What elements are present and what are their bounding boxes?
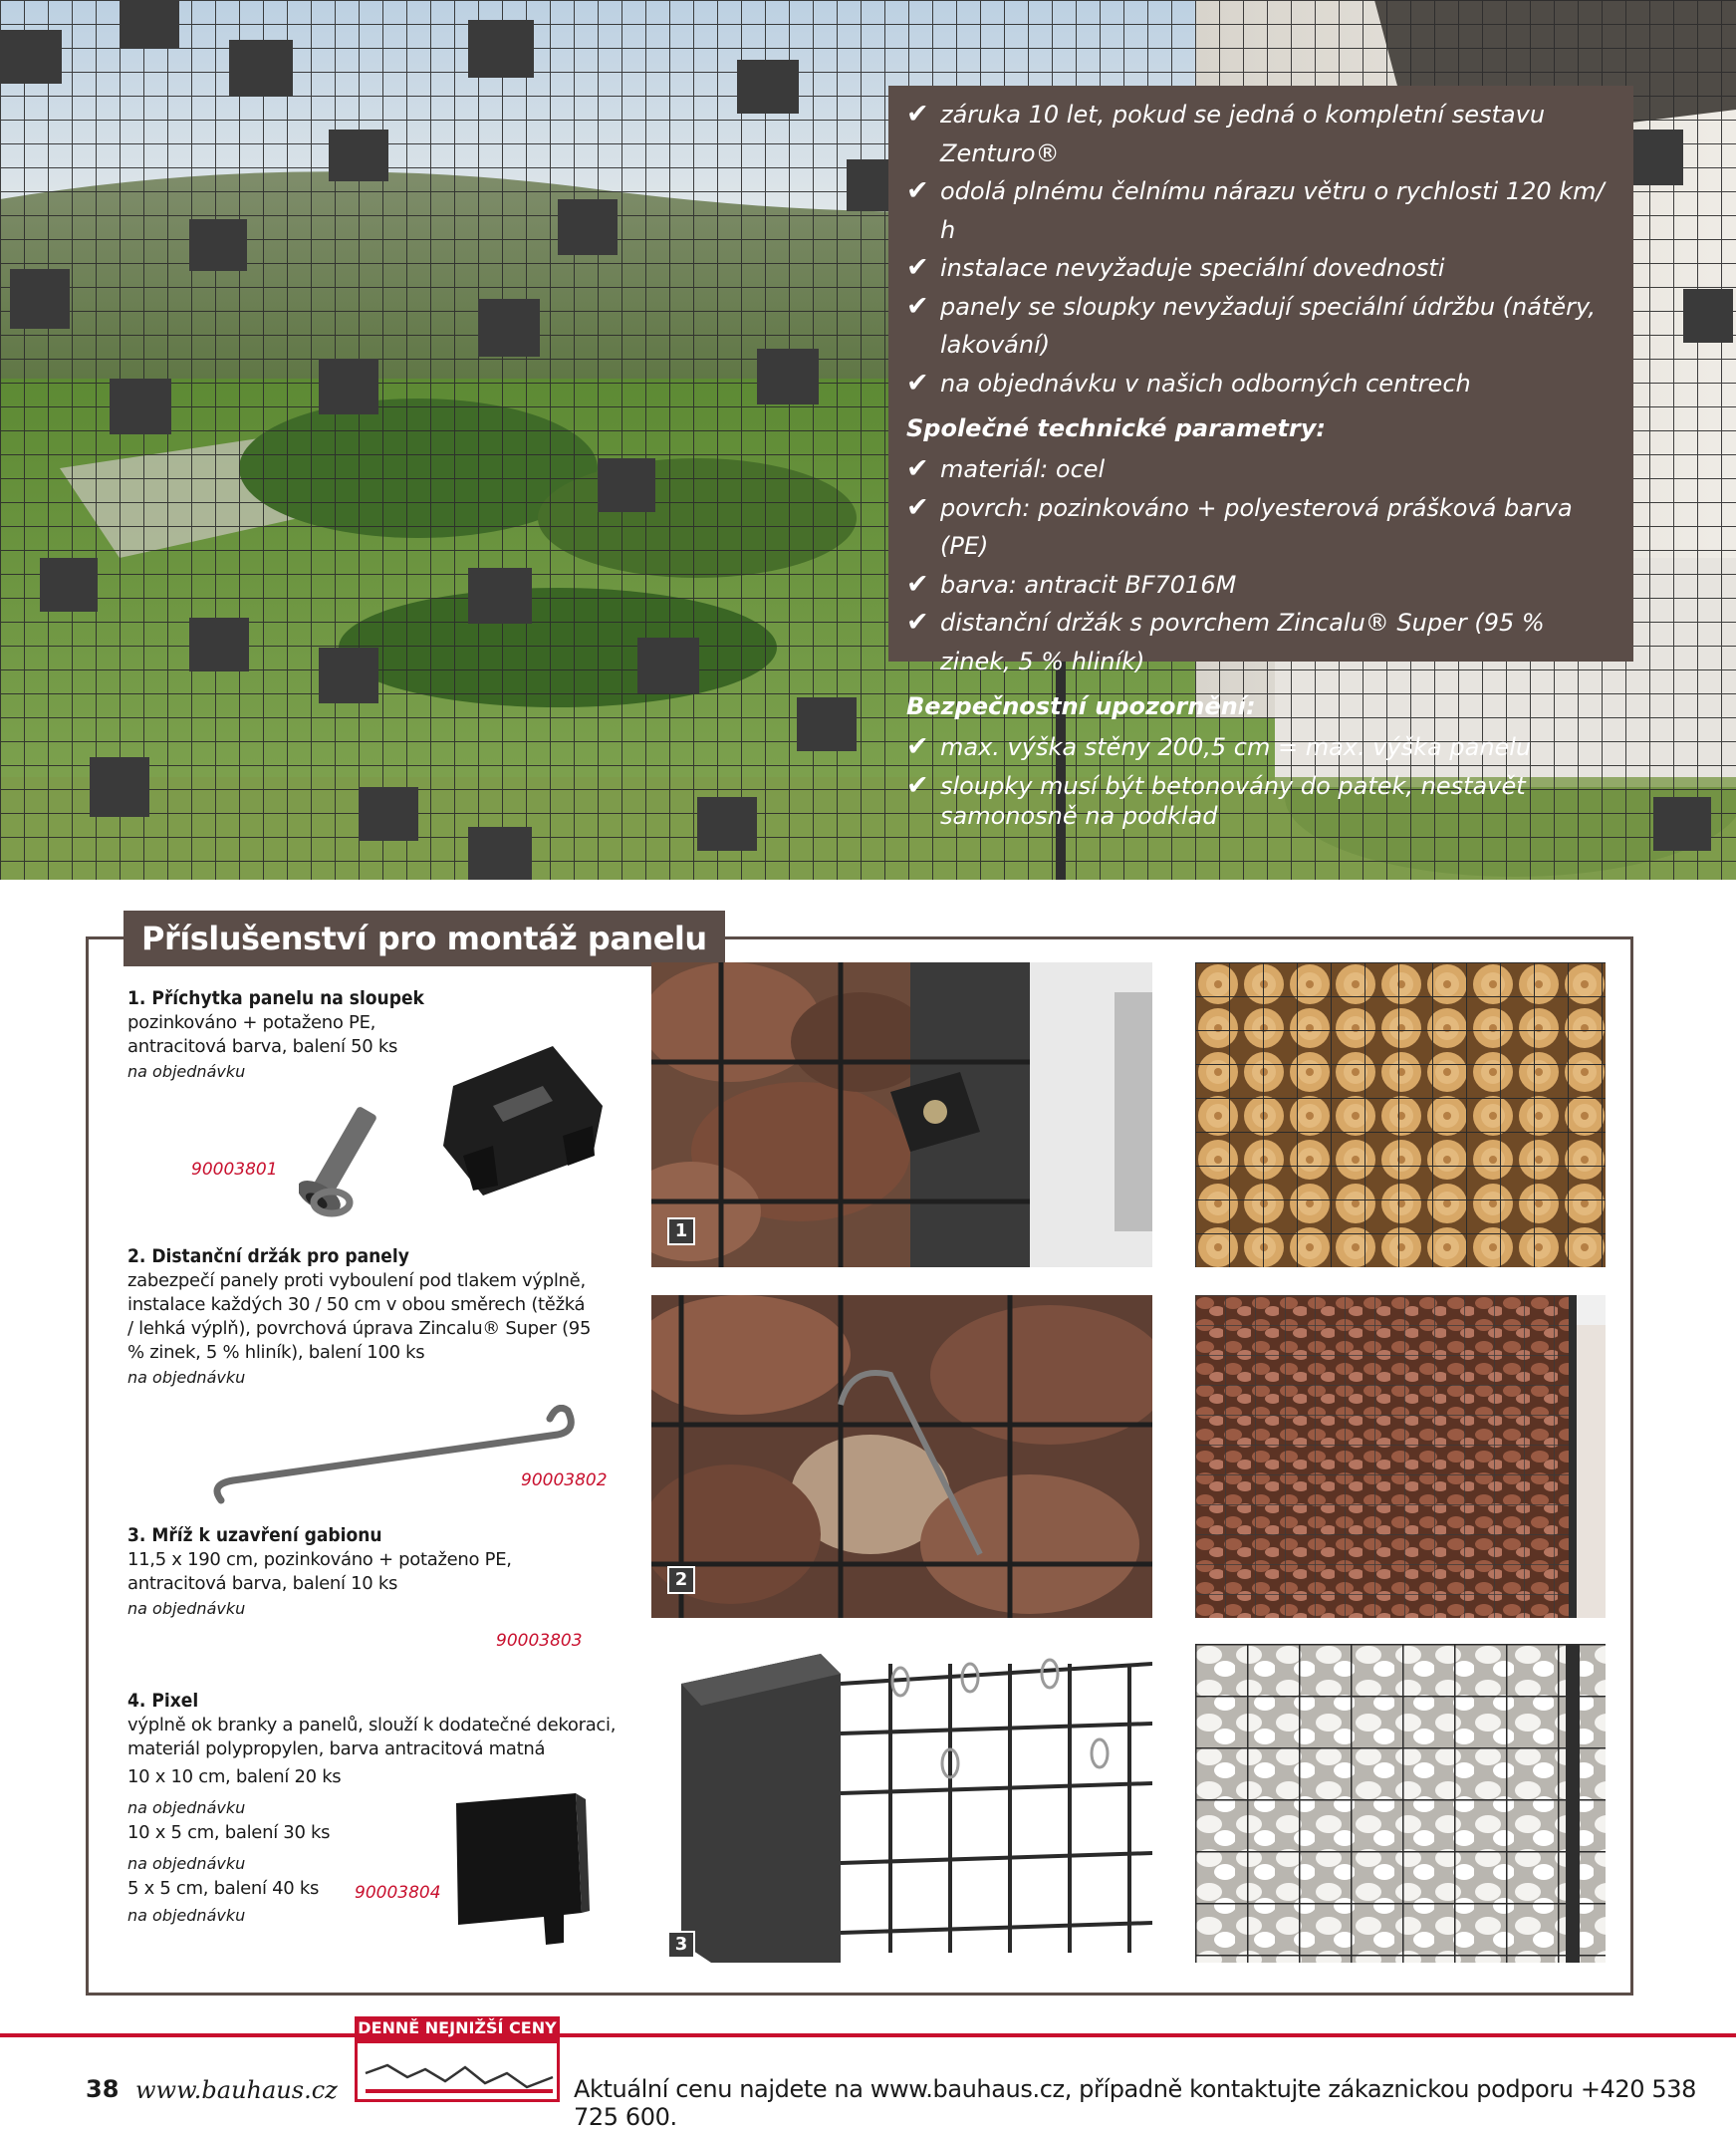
- order-note: na objednávku: [127, 1062, 246, 1081]
- photo-clip-on-post: [651, 962, 1152, 1267]
- photo-number-badge: 3: [667, 1931, 695, 1959]
- order-note: na objednávku: [127, 1599, 246, 1618]
- accessory-desc: pozinkováno + potaženo PE, antracitová barva, balení 50 ks: [127, 1012, 398, 1057]
- accessory-desc: zabezpečí panely proti vyboulení pod tlakem výplně, instalace každých 30 / 50 cm v obou směrech (těžká / lehká výplň), povrchová úprava Zincalu® Super (95 % zinek, 5 % hliník), balení 100 ks: [127, 1270, 592, 1363]
- lowest-price-badge: [355, 2016, 560, 2102]
- check-icon: ✔: [906, 252, 929, 283]
- check-icon: ✔: [906, 769, 929, 801]
- variant-size: 10 x 5 cm, balení 30 ks: [127, 1822, 331, 1843]
- param-item: ✔ povrch: pozinkováno + polyesterová prášková barva (PE): [906, 489, 1612, 566]
- price-chart-icon: [355, 2040, 560, 2102]
- safety-heading: Bezpečnostní upozornění:: [906, 692, 1256, 720]
- section-title: Příslušenství pro montáž panelu: [124, 911, 725, 966]
- feature-item: ✔ odolá plnému čelnímu nárazu větru o rychlosti 120 km/ h: [906, 172, 1612, 249]
- pixel-product-image: [446, 1793, 596, 1953]
- accessory-title: 2. Distanční držák pro panely: [127, 1245, 409, 1267]
- accessory-title: 1. Příchytka panelu na sloupek: [127, 987, 424, 1009]
- order-note: na objednávku: [127, 1798, 246, 1817]
- feature-list: [906, 96, 1612, 402]
- accessory-2: [127, 1243, 625, 1391]
- check-icon: ✔: [906, 367, 929, 399]
- param-item: ✔ distanční držák s povrchem Zincalu® Super (95 % zinek, 5 % hliník): [906, 604, 1612, 680]
- footer-rule: [0, 2033, 1736, 2037]
- footer-note: Aktuální cenu najdete na www.bauhaus.cz, případně kontaktujte zákaznickou podporu +420 538 725 600.: [574, 2075, 1697, 2131]
- frame-rule: [629, 936, 1633, 939]
- check-icon: ✔: [906, 491, 929, 523]
- params-heading: Společné technické parametry:: [906, 414, 1326, 442]
- product-code: 90003801: [191, 1160, 278, 1180]
- photo-gabion-firewood: [1195, 962, 1606, 1267]
- safety-item: ✔ max. výška stěny 200,5 cm = max. výška panelu: [906, 728, 1612, 767]
- safety-list: [906, 728, 1612, 831]
- page-number: 38: [86, 2075, 120, 2103]
- accessory-title: 3. Mříž k uzavření gabionu: [127, 1524, 382, 1546]
- photo-gabion-red-stone: [1195, 1295, 1606, 1618]
- product-code: 90003802: [521, 1470, 608, 1490]
- check-icon: ✔: [906, 731, 929, 762]
- info-box: [888, 86, 1633, 830]
- frame-rule: [86, 936, 124, 939]
- variant-size: 5 x 5 cm, balení 40 ks: [127, 1878, 320, 1899]
- photo-gabion-closing-mesh: [651, 1644, 1152, 1963]
- product-code: 90003803: [496, 1631, 583, 1651]
- product-code: 90003804: [355, 1883, 441, 1903]
- safety-item: ✔ sloupky musí být betonovány do patek, nestavět samonosně na podklad: [906, 769, 1526, 830]
- check-icon: ✔: [906, 290, 929, 322]
- feature-item: ✔ na objednávku v našich odborných centrech: [906, 365, 1612, 403]
- feature-item: ✔ záruka 10 let, pokud se jedná o kompletní sestavu Zenturo®: [906, 96, 1612, 172]
- order-note: na objednávku: [127, 1854, 246, 1873]
- accessory-3: [127, 1522, 625, 1622]
- hero-photo: [0, 0, 1736, 880]
- check-icon: ✔: [906, 99, 929, 130]
- feature-item: ✔ instalace nevyžaduje speciální dovednosti: [906, 249, 1612, 288]
- photo-number-badge: 2: [667, 1566, 695, 1594]
- variant-size: 10 x 10 cm, balení 20 ks: [127, 1766, 342, 1787]
- website-link[interactable]: www.bauhaus.cz: [135, 2076, 338, 2104]
- params-list: [906, 450, 1612, 680]
- badge-label: DENNĚ NEJNIŽŠÍ CENY: [355, 2016, 560, 2040]
- accessory-title: 4. Pixel: [127, 1690, 199, 1712]
- photo-gabion-white-stone: [1195, 1644, 1606, 1963]
- check-icon: ✔: [906, 175, 929, 206]
- panel-clip-product-image: [299, 1036, 637, 1245]
- order-note: na objednávku: [127, 1368, 246, 1387]
- param-item: ✔ barva: antracit BF7016M: [906, 566, 1612, 605]
- param-item: ✔ materiál: ocel: [906, 450, 1612, 489]
- spacer-hook-product-image: [199, 1405, 578, 1514]
- accessory-desc: 11,5 x 190 cm, pozinkováno + potaženo PE, antracitová barva, balení 10 ks: [127, 1549, 512, 1594]
- check-icon: ✔: [906, 453, 929, 484]
- check-icon: ✔: [906, 568, 929, 600]
- accessory-desc: výplně ok branky a panelů, slouží k dodatečné dekoraci, materiál polypropylen, barva antracitová matná: [127, 1715, 617, 1759]
- feature-item: ✔ panely se sloupky nevyžadují speciální údržbu (nátěry, lakování): [906, 288, 1612, 365]
- check-icon: ✔: [906, 607, 929, 638]
- order-note: na objednávku: [127, 1906, 246, 1925]
- photo-spacer-in-stones: [651, 1295, 1152, 1618]
- photo-number-badge: 1: [667, 1217, 695, 1245]
